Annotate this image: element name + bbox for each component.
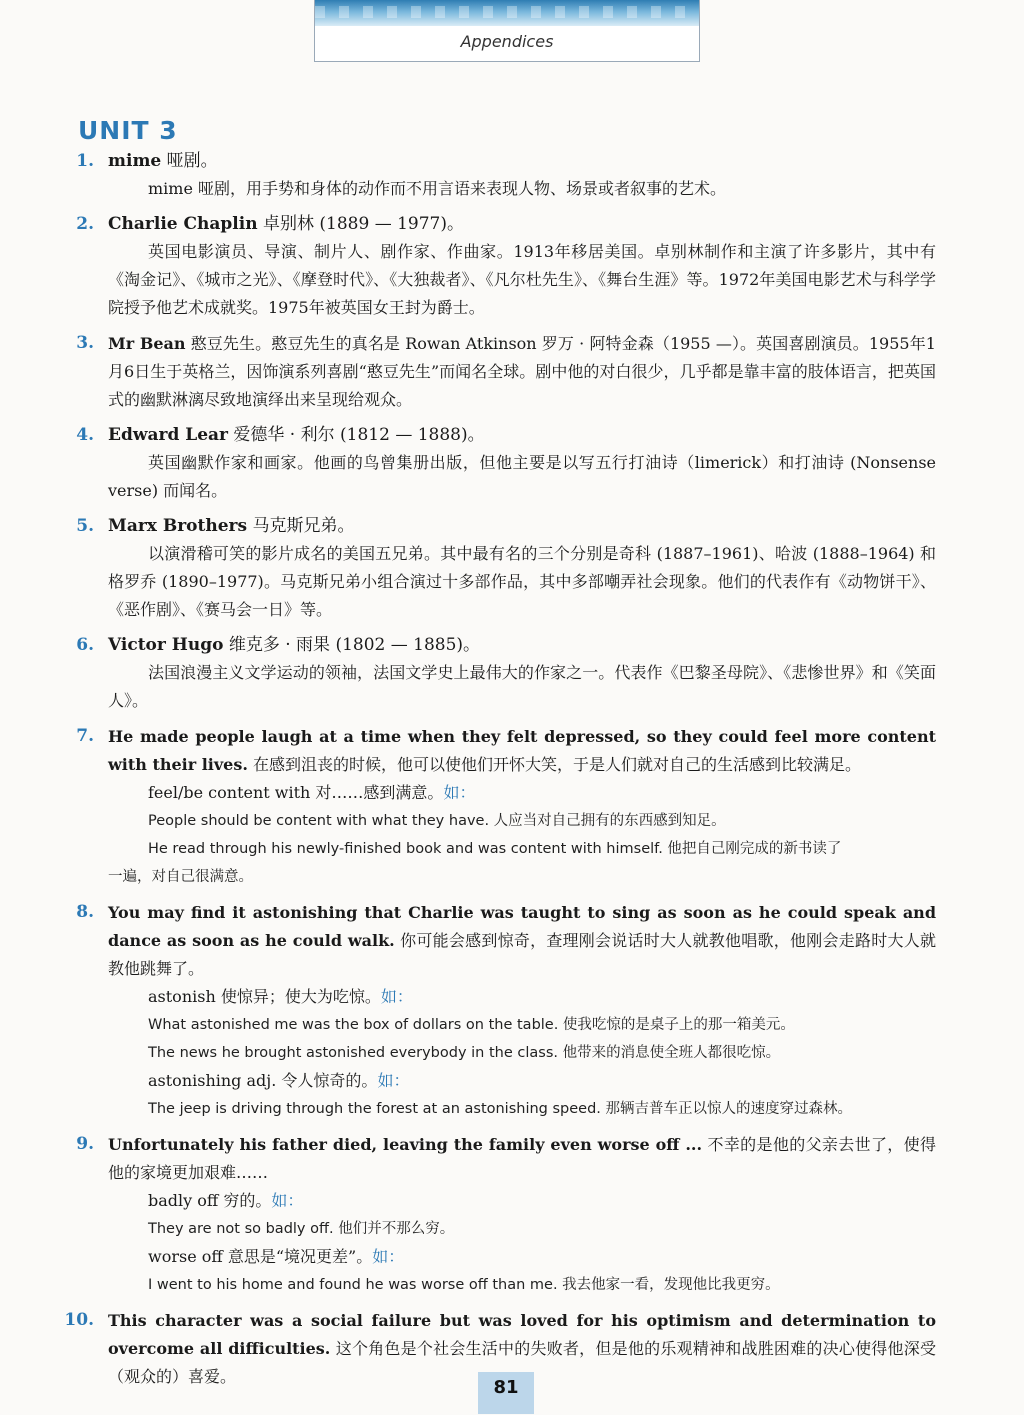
note-number: 3.: [76, 333, 94, 353]
header-label: Appendices: [460, 32, 554, 51]
note-translation: 不幸的是他的父亲去世了，使得他的家境更加艰难……: [108, 1135, 936, 1182]
note-gloss: 爱德华 · 利尔 (1812 — 1888)。: [233, 425, 485, 445]
note-gloss: 卓别林 (1889 — 1977)。: [263, 214, 465, 234]
usage-definition: 使惊异；使大为吃惊。: [220, 987, 381, 1006]
usage-term: worse off: [148, 1247, 223, 1266]
usage-line: [108, 1067, 936, 1095]
notes-list: [0, 148, 1024, 1399]
example-sentence: I went to his home and found he was worse off than me. 我去他家一看，发现他比我更穷。: [148, 1277, 780, 1293]
note-sentence: This character was a social failure but was loved for his optimism and determination to overcome all difficulties.: [108, 1311, 936, 1358]
note-item: [0, 899, 1024, 1123]
usage-term: badly off: [148, 1191, 219, 1210]
note-headline: [108, 513, 936, 540]
note-sentence: Unfortunately his father died, leaving the family even worse off ...: [108, 1135, 703, 1154]
note-term: Mr Bean: [108, 334, 186, 353]
note-number: 4.: [76, 425, 94, 445]
example-marker: 如：: [443, 783, 476, 802]
example-sentence: What astonished me was the box of dollars on the table. 使我吃惊的是桌子上的那一箱美元。: [148, 1017, 795, 1033]
note-number: 1.: [76, 151, 94, 171]
note-gloss: 哑剧。: [166, 151, 218, 171]
note-headline: [108, 211, 936, 238]
note-item: [0, 1131, 1024, 1299]
note-item: [0, 211, 1024, 322]
note-gloss: 维克多 · 雨果 (1802 — 1885)。: [228, 635, 481, 655]
note-number: 10.: [64, 1310, 94, 1330]
note-term: Edward Lear: [108, 425, 228, 445]
usage-definition: 令人惊奇的。: [281, 1071, 378, 1090]
header-water-banner: [315, 0, 699, 26]
usage-definition: 对……感到满意。: [315, 783, 444, 802]
note-item: [0, 723, 1024, 891]
note-sentence-block: [108, 899, 936, 983]
page-number: 81: [478, 1372, 534, 1414]
example-sentence: The news he brought astonished everybody in the class. 他带来的消息使全班人都很吃惊。: [148, 1045, 781, 1061]
example-marker: 如：: [377, 1071, 410, 1090]
note-item: [0, 148, 1024, 203]
usage-line: [108, 1187, 936, 1215]
note-headline: [108, 632, 936, 659]
note-item: [0, 422, 1024, 505]
header-tab: [314, 0, 700, 62]
note-body: 以演滑稽可笑的影片成名的美国五兄弟。其中最有名的三个分别是奇科 (1887–1961)、哈波 (1888–1964) 和格罗乔 (1890–1977)。马克斯兄弟小组合演过十多部作品，其中多部嘲弄社会现象。他们的代表作有《动物饼干》、《恶作剧》、《赛马会一日》等。: [108, 544, 936, 619]
example-sentence: He read through his newly-finished book and was content with himself. 他把自己刚完成的新书读了: [148, 841, 842, 857]
note-number: 9.: [76, 1134, 94, 1154]
note-translation: 在感到沮丧的时候，他可以使他们开怀大笑，于是人们就对自己的生活感到比较满足。: [253, 755, 862, 774]
example-sentence-continuation: 一遍，对自己很满意。: [108, 869, 253, 885]
note-sentence-block: [108, 1131, 936, 1187]
note-item: [0, 513, 1024, 624]
note-sentence-block: [108, 723, 936, 779]
example-marker: 如：: [380, 987, 413, 1006]
usage-line: [108, 1243, 936, 1271]
note-item: [0, 330, 1024, 414]
note-number: 6.: [76, 635, 94, 655]
note-sentence: He made people laugh at a time when they felt depressed, so they could feel more content with their lives.: [108, 727, 936, 774]
note-number: 2.: [76, 214, 94, 234]
note-body: mime 哑剧，用手势和身体的动作而不用言语来表现人物、场景或者叙事的艺术。: [148, 179, 727, 198]
note-sentence: You may find it astonishing that Charlie was taught to sing as soon as he could speak and dance as soon as he could walk.: [108, 903, 936, 950]
unit-title: UNIT 3: [78, 116, 178, 145]
usage-term: astonish: [148, 987, 216, 1006]
example-sentence: The jeep is driving through the forest at an astonishing speed. 那辆吉普车正以惊人的速度穿过森林。: [148, 1101, 853, 1117]
example-marker: 如：: [372, 1247, 405, 1266]
example-sentence: People should be content with what they have. 人应当对自己拥有的东西感到知足。: [148, 813, 726, 829]
note-headline: [108, 148, 936, 175]
note-body: 英国电影演员、导演、制片人、剧作家、作曲家。1913年移居美国。卓别林制作和主演了许多影片，其中有《淘金记》、《城市之光》、《摩登时代》、《大独裁者》、《凡尔杜先生》、《舞台生涯》等。1972年美国电影艺术与科学学院授予他艺术成就奖。1975年被英国女王封为爵士。: [108, 242, 936, 317]
note-term: Charlie Chaplin: [108, 214, 258, 234]
usage-definition: 穷的。: [223, 1191, 272, 1210]
note-term: Victor Hugo: [108, 635, 224, 655]
note-translation: 这个角色是个社会生活中的失败者，但是他的乐观精神和战胜困难的决心使得他深受（观众的）喜爱。: [108, 1339, 936, 1386]
usage-term: astonishing adj.: [148, 1071, 277, 1090]
example-sentence: They are not so badly off. 他们并不那么穷。: [148, 1221, 455, 1237]
note-item: [0, 632, 1024, 715]
note-term: Marx Brothers: [108, 516, 248, 536]
note-number: 7.: [76, 726, 94, 746]
usage-definition: 意思是“境况更差”。: [227, 1247, 373, 1266]
note-translation: 你可能会感到惊奇，查理刚会说话时大人就教他唱歌，他刚会走路时大人就教他跳舞了。: [108, 931, 936, 978]
usage-line: [108, 983, 936, 1011]
note-term: mime: [108, 151, 162, 171]
usage-line: [108, 779, 936, 807]
example-marker: 如：: [271, 1191, 304, 1210]
note-number: 5.: [76, 516, 94, 536]
note-headline: [108, 330, 936, 414]
note-gloss: 马克斯兄弟。: [252, 516, 355, 536]
note-number: 8.: [76, 902, 94, 922]
usage-term: feel/be content with: [148, 783, 311, 802]
note-headline: [108, 422, 936, 449]
note-body: 英国幽默作家和画家。他画的鸟曾集册出版，但他主要是以写五行打油诗（limerick）和打油诗 (Nonsense verse) 而闻名。: [108, 453, 936, 500]
note-body: 法国浪漫主义文学运动的领袖，法国文学史上最伟大的作家之一。代表作《巴黎圣母院》、《悲惨世界》和《笑面人》。: [108, 663, 936, 710]
note-gloss: 憨豆先生。憨豆先生的真名是 Rowan Atkinson 罗万 · 阿特金森（1955 —）。英国喜剧演员。1955年1月6日生于英格兰，因饰演系列喜剧“憨豆先生”而闻名全球。剧中他的对白很少，几乎都是靠丰富的肢体语言，把英国式的幽默淋漓尽致地演绎出来呈现给观众。: [108, 334, 936, 409]
